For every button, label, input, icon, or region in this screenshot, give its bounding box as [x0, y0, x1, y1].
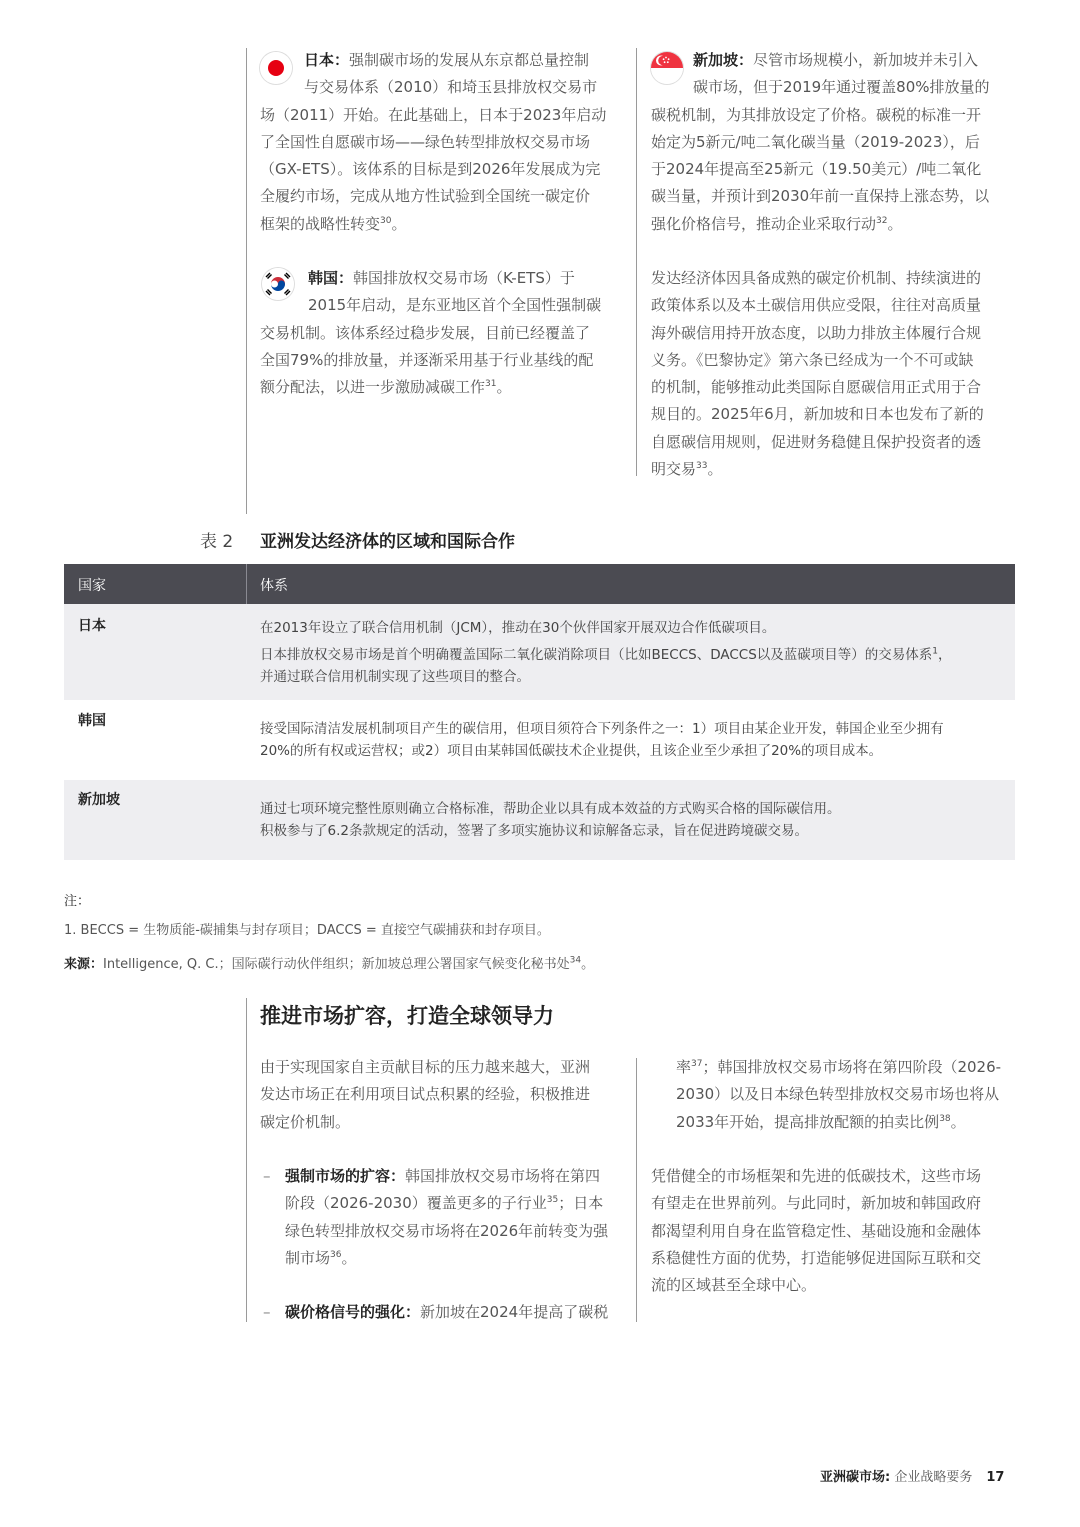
- table-cell-system: 在2013年设立了联合信用机制（JCM），推动在30个伙伴国家开展双边合作低碳项目。 日本排放权交易市场是首个明确覆盖国际二氧化碳消除项目（比如BECCS、DACCS以及蓝碳项目等）的交易体系$^1$， 并通过联合信用机制实现了这些项目的整合。: [260, 620, 952, 685]
- table-cell-system: 通过七项环境完整性原则确立合格标准，帮助企业以具有成本效益的方式购买合格的国际碳信用。 积极参与了6.2条款规定的活动，签署了多项实施协议和谅解备忘录，旨在促进跨境碳交易。: [260, 801, 841, 839]
- table-title: 亚洲发达经济体的区域和国际合作: [260, 532, 515, 552]
- section-intro: 由于实现国家自主贡献目标的压力越来越大，亚洲 发达市场正在利用项目试点积累的经验，积极推进 碳定价机制。: [260, 1058, 591, 1131]
- section-right-continuation: 率$^{37}$；韩国排放权交易市场将在第四阶段（2026- 2030）以及日本绿色转型排放权交易市场也将从 2033年开始，提高排放配额的拍卖比例$^{38}$。: [676, 1058, 1002, 1131]
- korea-paragraph: 韩国：韩国排放权交易市场（K-ETS）于 2015年启动，是东亚地区首个全国性强制碳 交易机制。该体系经过稳步发展，目前已经覆盖了 全国79%的排放量，并逐渐采用基于行业基线的配 额分配法，以进一步激励减碳工作$^{31}$。: [260, 269, 602, 397]
- bullet-carbon-price-signal: – 碳价格信号的强化：新加坡在2024年提高了碳税: [260, 1299, 630, 1326]
- singapore-paragraph: 新加坡：尽管市场规模小，新加坡并未引入 碳市场，但于2019年通过覆盖80%排放量的 碳税机制，为其排放设定了价格。碳税的标准一开 始定为5新元/吨二氧化碳当量（2019-2023），后 于2024年提高至25新元（19.50美元）/吨二氧化 碳当量，并预计到2030年前一直保持上涨态势，以 强化价格信号，推动企业采取行动$^{32}$。: [651, 51, 990, 233]
- notes-heading: 注：: [64, 894, 91, 909]
- japan-label: 日本：: [304, 51, 350, 69]
- table-row-korea: [64, 700, 1015, 780]
- table-row-singapore: [64, 780, 1015, 860]
- table-header: [64, 564, 1015, 604]
- table-header-system: 体系: [260, 578, 288, 594]
- note-1: 1. BECCS = 生物质能-碳捕集与封存项目；DACCS = 直接空气碳捕获和封存项目。: [64, 923, 550, 938]
- section-title: 推进市场扩容，打造全球领导力: [260, 1004, 554, 1028]
- table-cell-system: 接受国际清洁发展机制项目产生的碳信用，但项目须符合下列条件之一：1）项目由某企业开发，韩国企业至少拥有 20%的所有权或运营权；或2）项目由某韩国低碳技术企业提供，且该企业至少承担了20%的项目成本。: [260, 721, 944, 759]
- footer-title: 亚洲碳市场:: [820, 1470, 891, 1485]
- bullet-dash: –: [263, 1303, 271, 1321]
- japan-paragraph: 日本：强制碳市场的发展从东京都总量控制 与交易体系（2010）和埼玉县排放权交易市 场（2011）开始。在此基础上，日本于2023年启动 了全国性自愿碳市场——绿色转型排放权交易市场 （GX-ETS）。该体系的目标是到2026年发展成为完 全履约市场，完成从地方性试验到全国统一碳定价 框架的战略性转变$^{30}$。: [260, 51, 607, 233]
- table-cell-country: 韩国: [78, 713, 106, 729]
- page-number: 17: [986, 1470, 1005, 1485]
- korea-label: 韩国：: [308, 269, 354, 287]
- source-line: 来源：Intelligence, Q. C.；国际碳行动伙伴组织；新加坡总理公署国家气候变化秘书处$^{34}$。: [64, 955, 595, 972]
- table-label: 表 2: [200, 532, 234, 552]
- column-rule-left-bottom: [246, 998, 247, 1322]
- page-footer: [820, 1466, 1004, 1485]
- bullet-dash: –: [263, 1167, 271, 1185]
- table-row-japan: [64, 604, 1015, 700]
- table-cell-country: 日本: [78, 618, 106, 634]
- bullet-mandatory-expansion: – 强制市场的扩容：韩国排放权交易市场将在第四 阶段（2026-2030）覆盖更多的子行业$^{35}$；日本 绿色转型排放权交易市场将在2026年前转变为强 制市场$^{36}$。: [260, 1163, 630, 1272]
- column-rule-mid-top: [636, 48, 637, 476]
- developed-economies-paragraph: 发达经济体因具备成熟的碳定价机制、持续演进的 政策体系以及本土碳信用供应受限，往往对高质量 海外碳信用持开放态度，以助力排放主体履行合规 义务。《巴黎协定》第六条已经成为一个不可或缺 的机制，能够推动此类国际自愿碳信用正式用于合 规目的。2025年6月，新加坡和日本也发布了新的 自愿碳信用规则，促进财务稳健且保护投资者的透 明交易$^{33}$。: [651, 269, 984, 479]
- table-header-country: 国家: [78, 578, 106, 594]
- singapore-label: 新加坡：: [693, 51, 754, 69]
- table-header-divider: [246, 564, 247, 604]
- column-rule-mid-bottom: [636, 1058, 637, 1322]
- column-rule-left-top: [246, 48, 247, 514]
- table-cell-country: 新加坡: [78, 792, 120, 808]
- section-right-paragraph: 凭借健全的市场框架和先进的低碳技术，这些市场 有望走在世界前列。与此同时，新加坡和韩国政府 都渴望利用自身在监管稳定性、基础设施和金融体 系稳健性方面的优势，打造能够促进国际互联和交 流的区域甚至全球中心。: [651, 1167, 982, 1295]
- footer-subtitle: 企业战略要务: [890, 1470, 973, 1485]
